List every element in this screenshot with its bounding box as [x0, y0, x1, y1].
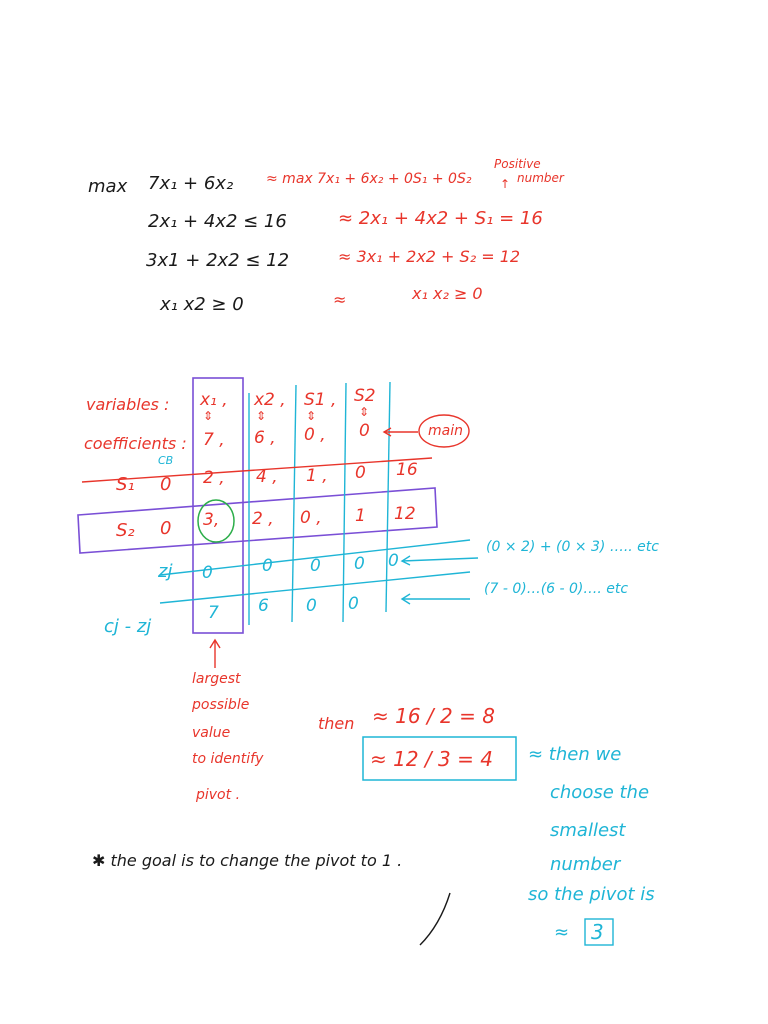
header-arrow-x2: ⇕	[256, 409, 267, 423]
cjzj-value-1: 7	[208, 603, 219, 623]
std-objective: ≈ max 7x₁ + 6x₂ + 0S₁ + 0S₂	[266, 171, 472, 187]
stray-stroke	[420, 893, 450, 945]
largest-line-2: possible	[192, 697, 250, 713]
zj-value-3: 0	[310, 556, 321, 576]
largest-line-1: largest	[192, 671, 241, 687]
cjzj-note: (7 - 0)…(6 - 0)…. etc	[484, 581, 629, 597]
header-var-s1: S1 ,	[304, 390, 337, 410]
choose-line-4: number	[550, 854, 621, 875]
header-arrow-s1: ⇕	[306, 409, 317, 423]
row2-cell-x2: 2 ,	[252, 509, 274, 529]
zj-value-4: 0	[354, 554, 365, 574]
choose-line-5: so the pivot is	[528, 884, 655, 905]
note-arrow: ↑	[500, 177, 511, 191]
largest-line-4: to identify	[192, 751, 264, 767]
std-nonneg: x₁ x₂ ≥ 0	[412, 284, 483, 303]
header-coef-x2: 6 ,	[254, 428, 276, 448]
zj-arrow	[402, 558, 478, 561]
tableau-vline-3	[343, 383, 346, 622]
zj-value-5: 0	[388, 551, 399, 571]
largest-line-5: pivot .	[196, 787, 241, 803]
header-var-x1: x₁ ,	[200, 390, 228, 410]
row1-cb: 0	[160, 474, 172, 495]
header-coef-x1: 7 ,	[203, 430, 225, 450]
row2-cell-s2: 1	[355, 506, 366, 526]
header-coef-s2: 0	[359, 421, 370, 441]
row2-cb: 0	[160, 518, 172, 539]
zj-value-2: 0	[262, 556, 273, 576]
std-nonneg-approx: ≈	[333, 290, 347, 309]
row1-cell-s2: 0	[355, 463, 366, 483]
header-arrow-s2: ⇕	[359, 405, 370, 419]
row1-rhs: 16	[396, 460, 418, 480]
coefficients-label: coefficients :	[84, 434, 187, 453]
ratio-2: ≈ 12 / 3 = 4	[370, 747, 493, 771]
constraint-2: 3x1 + 2x2 ≤ 12	[146, 250, 290, 271]
row1-basis: S₁	[116, 474, 135, 495]
tableau-vline-2	[292, 385, 296, 622]
choose-line-3: smallest	[550, 820, 626, 841]
std-constraint-2: ≈ 3x₁ + 2x2 + S₂ = 12	[338, 247, 521, 266]
header-arrow-x1: ⇕	[203, 409, 214, 423]
zj-note: (0 × 2) + (0 × 3) ….. etc	[486, 539, 659, 555]
zj-value-1: 0	[202, 563, 213, 583]
header-coef-s1: 0 ,	[304, 425, 326, 445]
then-label: then	[318, 714, 355, 733]
choose-line-2: choose the	[550, 782, 650, 803]
tableau-vline-4	[386, 382, 390, 612]
cjzj-value-3: 0	[306, 596, 317, 616]
pivot-prefix: ≈	[554, 922, 570, 943]
ratio-1: ≈ 16 / 2 = 8	[372, 704, 495, 728]
max-label: max	[88, 176, 128, 197]
cb-label: CB	[158, 454, 174, 467]
note-number: number	[517, 171, 564, 185]
variables-label: variables :	[86, 395, 170, 414]
zj-label: zj	[158, 561, 173, 582]
row1-cell-x1: 2 ,	[203, 468, 225, 488]
row2-cell-x1: 3,	[203, 510, 220, 530]
row2-rhs: 12	[394, 504, 416, 524]
note-positive: Positive	[494, 157, 541, 171]
pivot-value: 3	[591, 920, 604, 944]
row1-cell-s1: 1 ,	[306, 466, 328, 486]
cjzj-value-2: 6	[258, 596, 269, 616]
std-constraint-1: ≈ 2x₁ + 4x2 + S₁ = 16	[338, 208, 543, 229]
cjzj-value-4: 0	[348, 594, 359, 614]
row1-cell-x2: 4 ,	[256, 467, 278, 487]
cjzj-label: cj - zj	[104, 616, 152, 637]
header-var-x2: x2 ,	[254, 390, 286, 410]
nonnegativity: x₁ x2 ≥ 0	[160, 294, 244, 315]
largest-line-3: value	[192, 725, 231, 741]
objective: 7x₁ + 6x₂	[148, 173, 234, 194]
header-var-s2: S2	[354, 386, 376, 406]
choose-line-1: ≈ then we	[528, 744, 622, 765]
main-label: main	[428, 423, 463, 439]
constraint-1: 2x₁ + 4x2 ≤ 16	[148, 211, 287, 232]
row2-basis: S₂	[116, 520, 135, 541]
row2-cell-s1: 0 ,	[300, 508, 322, 528]
goal-note: ✱ the goal is to change the pivot to 1 .	[92, 851, 403, 870]
